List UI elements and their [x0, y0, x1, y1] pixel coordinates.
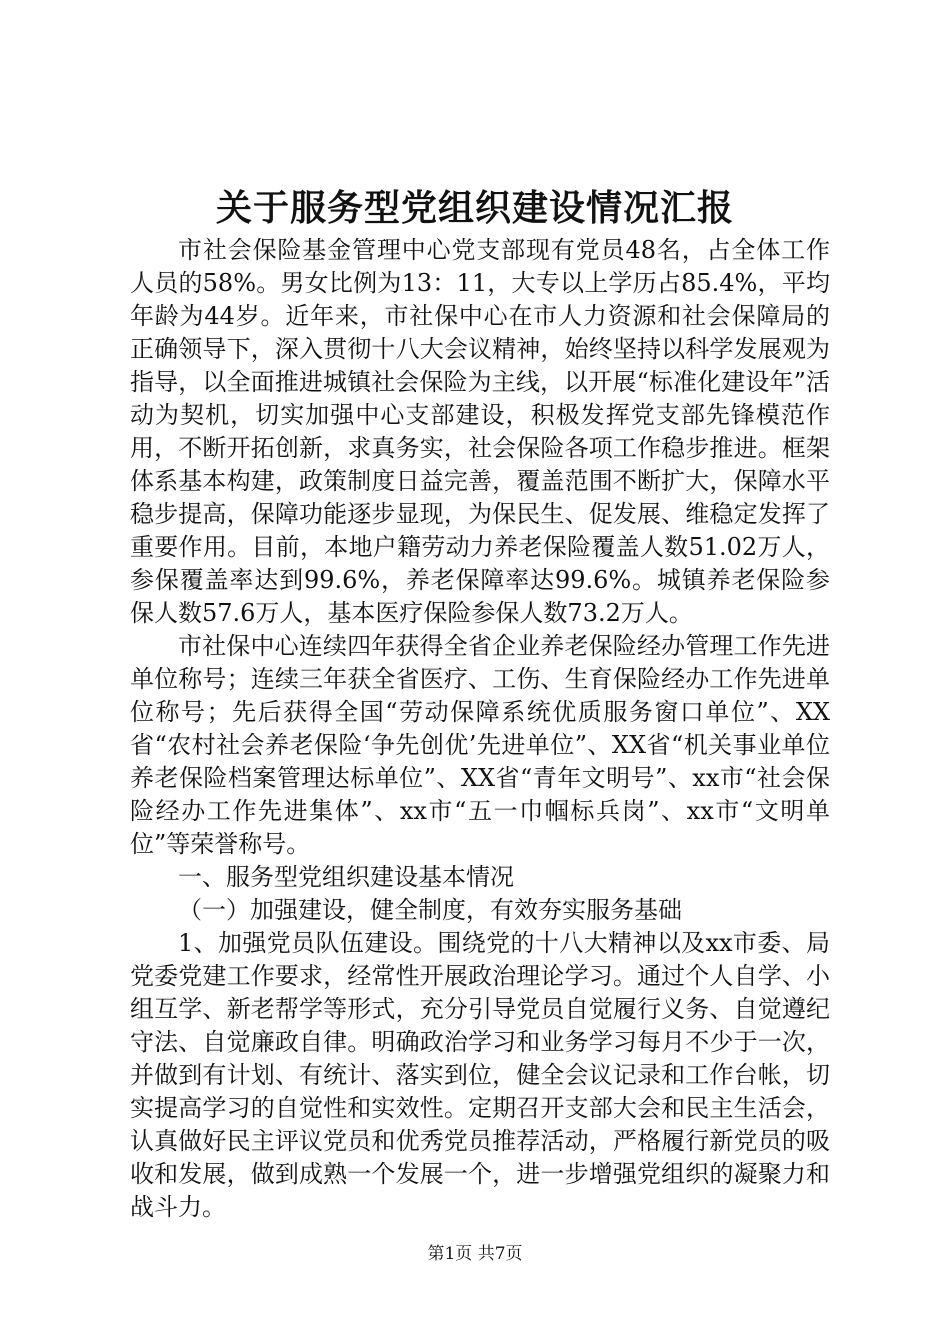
paragraph-overview: 市社会保险基金管理中心党支部现有党员48名，占全体工作人员的58%。男女比例为13：11，大专以上学历占85.4%，平均年龄为44岁。近年来，市社保中心在市人力资源和社会保障局的正确领导下，深入贯彻十八大会议精神，始终坚持以科学发展观为指导，以全面推进城镇社会保险为主线，以开展“标准化建设年”活动为契机，切实加强中心支部建设，积极发挥党支部先锋模范作用，不断开拓创新，求真务实，社会保险各项工作稳步推进。框架体系基本构建，政策制度日益完善，覆盖范围不断扩大，保障水平稳步提高，保障功能逐步显现，为保民生、促发展、维稳定发挥了重要作用。目前，本地户籍劳动力养老保险覆盖人数51.02万人，参保覆盖率达到99.6%，养老保障率达99.6%。城镇养老保险参保人数57.6万人，基本医疗保险参保人数73.2万人。: [130, 236, 830, 627]
subsection-heading: （一）加强建设，健全制度，有效夯实服务基础: [178, 896, 682, 924]
section-heading: 一、服务型党组织建设基本情况: [178, 863, 514, 891]
document-body: [130, 234, 830, 1224]
paragraph-party-building: 1、加强党员队伍建设。围绕党的十八大精神以及xx市委、局党委党建工作要求，经常性开展政治理论学习。通过个人自学、小组互学、新老帮学等形式，充分引导党员自觉履行义务、自觉遵纪守法、自觉廉政自律。明确政治学习和业务学习每月不少于一次，并做到有计划、有统计、落实到位，健全会议记录和工作台帐，切实提高学习的自觉性和实效性。定期召开支部大会和民主生活会，认真做好民主评议党员和优秀党员推荐活动，严格履行新党员的吸收和发展，做到成熟一个发展一个，进一步增强党组织的凝聚力和战斗力。: [130, 929, 830, 1221]
paragraph-honors: 市社保中心连续四年获得全省企业养老保险经办管理工作先进单位称号；连续三年获全省医疗、工伤、生育保险经办工作先进单位称号；先后获得全国“劳动保障系统优质服务窗口单位”、XX省“农村社会养老保险‘争先创优’先进单位”、XX省“机关事业单位养老保险档案管理达标单位”、XX省“青年文明号”、xx市“社会保险经办工作先进集体”、xx市“五一巾帼标兵岗”、xx市“文明单位”等荣誉称号。: [130, 632, 830, 858]
document-title: 关于服务型党组织建设情况汇报: [215, 187, 734, 229]
page-number-footer: 第1页 共7页: [427, 1244, 523, 1264]
